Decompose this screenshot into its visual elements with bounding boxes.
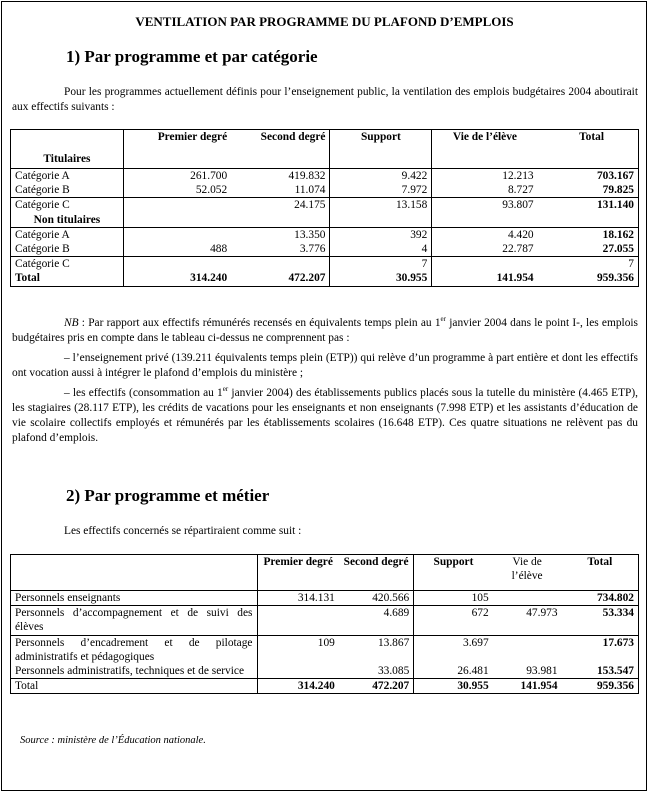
- t1-col-4: Vie de l’élève: [432, 130, 538, 152]
- section2-intro-text: Les effectifs concernés se répartiraient comme suit :: [64, 525, 302, 537]
- document-title: VENTILATION PAR PROGRAMME DU PLAFOND D’EMPLOIS: [135, 14, 514, 29]
- t2-col-3: Support: [414, 555, 493, 591]
- group-titulaires: Titulaires: [43, 152, 91, 165]
- table1-group-non-titulaires: [11, 213, 639, 228]
- t1-col-5: Total: [579, 131, 604, 143]
- t2-col-2: Second degré: [343, 556, 409, 568]
- note-item-1: – l’enseignement privé (139.211 équivalents temps plein (ETP)) qui relève d’un programme à part entière et dont les effectifs ont vocation aussi à intégrer le plafond d’emplois du ministère ;: [12, 352, 638, 379]
- table-row: Catégorie B 488 3.776 4 22.787 27.055: [15, 243, 634, 256]
- t1-col-2: Second degré: [260, 131, 326, 143]
- table1-total-row: Total 314.240 472.207 30.955 141.954 959.356: [15, 272, 634, 285]
- table2-total-row: Total 314.240 472.207 30.955 141.954 959.356: [11, 679, 639, 694]
- t2-col-5: Total: [587, 556, 613, 568]
- table-row: Catégorie A 261.700 419.832 9.422 12.213 703.167: [11, 169, 639, 184]
- note-item-2: – les effectifs (consommation au 1er janvier 2004) des établissements publics placés sous la tutelle du ministère (4.465 ETP), les stagiaires (28.117 ETP), les crédits de vacations pour les enseignants et non enseignants (7.998 ETP) et les assistants d’éducation de vie scolaire collectifs employés et rémunérés par les établissements scolaires (16.648 ETP). Ces quatre situations ne relèvent pas du plafond d’emplois.: [12, 385, 639, 444]
- section1-intro-text: Pour les programmes actuellement définis pour l’enseignement public, la ventilation des emplois budgétaires 2004 aboutirait aux effectifs suivants :: [12, 86, 638, 113]
- table1-header-row: [11, 130, 639, 152]
- table-row: Personnels d’accompagnement et de suivi des élèves 4.689 672 47.973 53.334: [11, 606, 639, 635]
- notes: [12, 316, 638, 446]
- t1-col-1: Premier degré: [123, 130, 231, 152]
- table-row: Personnels administratifs, techniques et de service 33.085 26.481 93.981 153.547: [15, 665, 634, 678]
- nb-note: NB : Par rapport aux effectifs rémunérés recensés en équivalents temps plein au 1er janvier 2004 dans le point I-, les emplois budgétaires pris en compte dans le tableau ci-dessus ne comprennent pas :: [12, 315, 638, 344]
- section2-intro: [12, 524, 638, 539]
- table-by-category: [10, 129, 639, 287]
- t2-col-1: Premier degré: [257, 555, 339, 591]
- table-by-profession: [10, 554, 639, 694]
- table-row: Catégorie A 13.350 392 4.420 18.162: [11, 227, 639, 242]
- table1-group-titulaires: [11, 152, 639, 169]
- t2-col-4: Vie de l’élève: [511, 556, 543, 582]
- source-note: Source : ministère de l’Éducation nationale.: [20, 735, 206, 746]
- section1-intro: [12, 85, 638, 115]
- table-row: Personnels d’encadrement et de pilotage administratifs et pédagogiques 109 13.867 3.697 17.673: [11, 635, 639, 664]
- table-row: Personnels enseignants 314.131 420.566 105 734.802: [11, 591, 639, 606]
- table-row: Catégorie B 52.052 11.074 7.972 8.727 79.825: [15, 184, 634, 197]
- table-row: Catégorie C 24.175 13.158 93.807 131.140: [11, 198, 639, 213]
- group-non-titulaires: Non titulaires: [33, 213, 101, 226]
- table2-header-row: [11, 555, 639, 591]
- table-row: Catégorie C 7 7: [11, 257, 639, 272]
- t1-col-3: Support: [330, 130, 432, 152]
- section2-heading: 2) Par programme et métier: [66, 486, 270, 505]
- section1-heading: 1) Par programme et par catégorie: [66, 47, 318, 66]
